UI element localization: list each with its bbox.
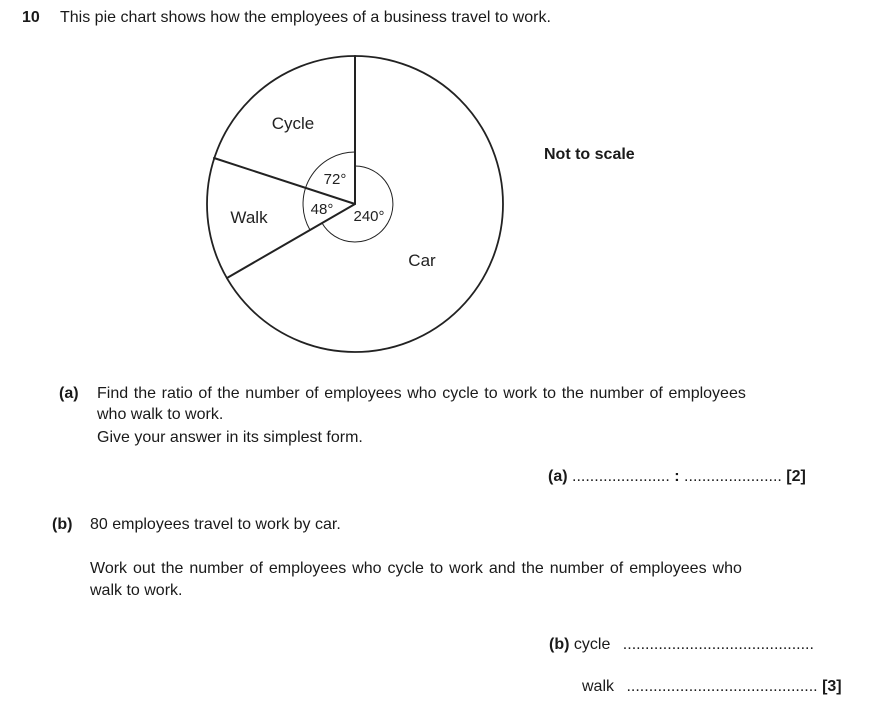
part-a-label: (a) [59,385,79,402]
part-b-walk-answer [582,678,842,696]
part-b-label: (b) [52,516,73,533]
question-number: 10 [22,9,40,26]
walk-answer-blank[interactable]: ........................................... [626,678,818,695]
part-b-answer-label: (b) [549,636,570,653]
part-a-answer-blank-1[interactable]: ...................... [572,468,670,485]
angle-label-walk: 48° [310,201,334,218]
angle-label-car: 240° [353,208,385,225]
part-a-answer-label: (a) [548,468,568,485]
ratio-separator: : [674,468,680,485]
slice-label-car: Car [408,251,436,270]
angle-label-cycle: 72° [323,171,347,188]
cycle-label: cycle [573,636,611,653]
part-b-line-1: 80 employees travel to work by car. [90,516,341,533]
part-a-line-1: Find the ratio of the number of employees who cycle to work to the number of employees [97,385,746,402]
part-a-line-2: who walk to work. [97,406,224,423]
slice-label-walk: Walk [230,208,268,227]
part-a-answer-line [548,468,806,486]
part-b-line-3: walk to work. [90,582,183,599]
part-b-marks: [3] [822,678,842,695]
not-to-scale-note: Not to scale [544,146,635,163]
part-a-line-3: Give your answer in its simplest form. [97,429,363,446]
cycle-answer-blank[interactable]: ........................................... [622,636,814,653]
slice-label-cycle: Cycle [271,114,315,133]
walk-label: walk [582,678,615,695]
question-intro: This pie chart shows how the employees of a business travel to work. [60,9,551,26]
part-a-marks: [2] [786,468,806,485]
part-a-answer-blank-2[interactable]: ...................... [684,468,782,485]
part-b-line-2: Work out the number of employees who cycle to work and the number of employees who [90,560,742,577]
part-b-cycle-answer [549,636,814,654]
